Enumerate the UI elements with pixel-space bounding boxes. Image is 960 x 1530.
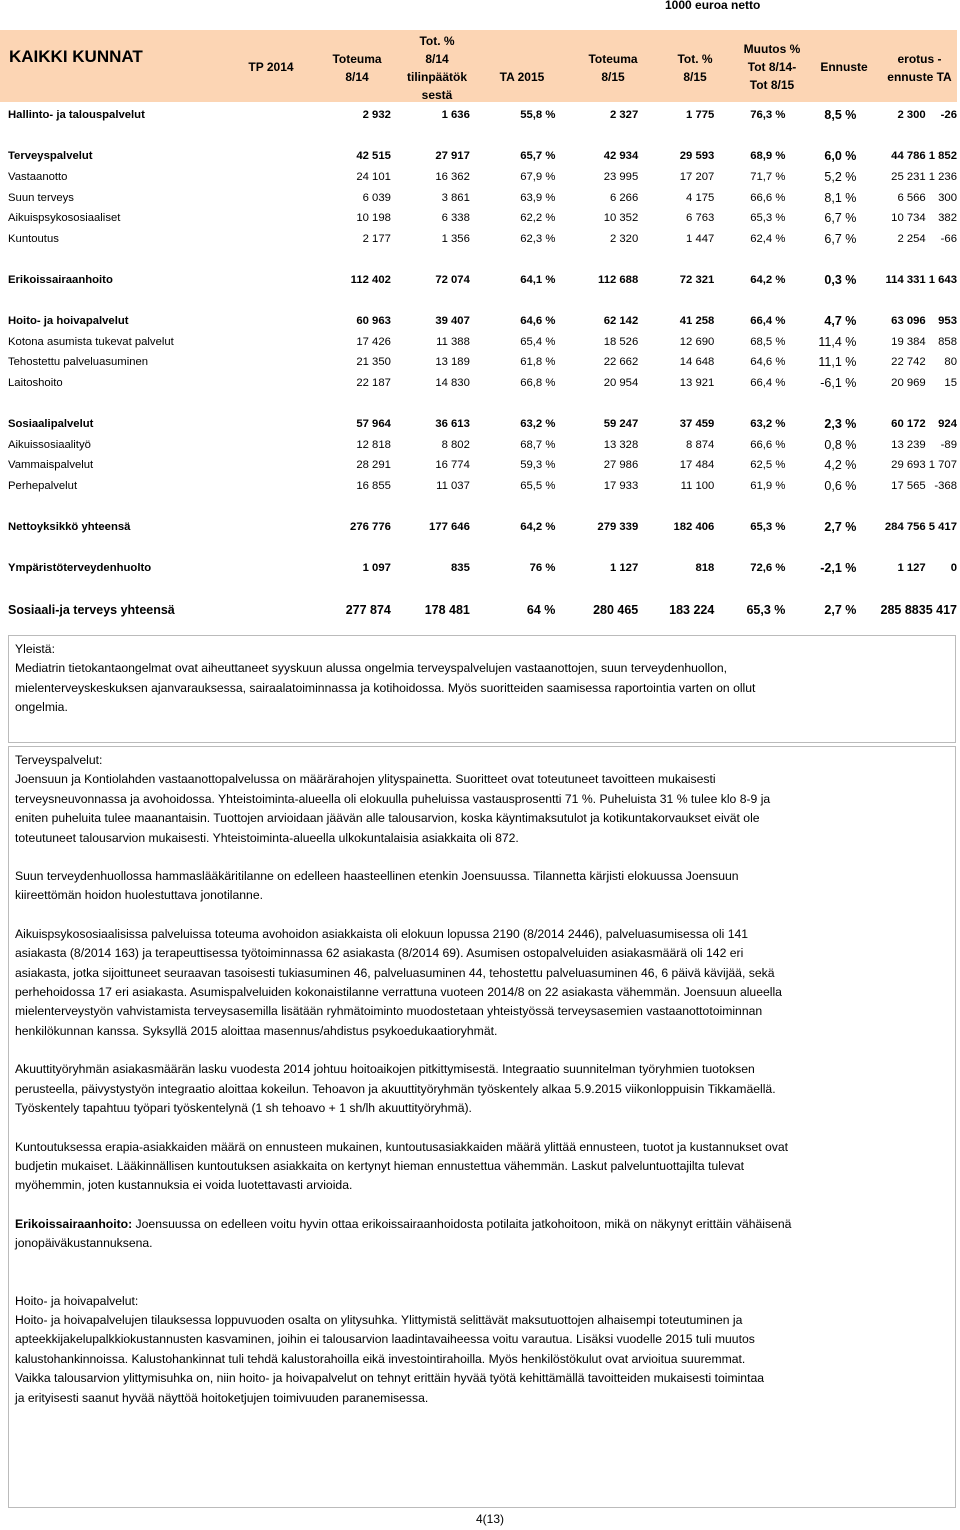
cell-erotus: 953 bbox=[938, 315, 957, 328]
cell-ennuste: 17 565 bbox=[891, 479, 926, 492]
cell-tp2014: 10 198 bbox=[356, 212, 391, 225]
col-tot814: Tot. % 8/14 tilinpäätök sestä bbox=[406, 34, 467, 102]
row-label: Kotona asumista tukevat palvelut bbox=[8, 335, 174, 348]
col-toteuma815: Toteuma 8/15 bbox=[588, 52, 638, 84]
cell-muutos: 8,1 % bbox=[824, 190, 857, 205]
cell-toteuma814: 1 636 bbox=[441, 109, 470, 122]
cell-tot815: 64,6 % bbox=[750, 356, 786, 369]
note-text: mielenterveyskeskuksen ajanvarauksessa, sairaalatoiminnassa ja kotihoidossa. Myös suoritteiden saamisessa raportointia varten on ollut bbox=[15, 680, 756, 695]
cell-ennuste: 60 172 bbox=[891, 418, 926, 431]
col-erotus: erotus - ennuste TA bbox=[887, 52, 952, 84]
cell-tot814: 62,3 % bbox=[520, 232, 556, 245]
note-heading: Erikoissairaanhoito: bbox=[15, 1216, 133, 1231]
cell-tot814: 66,8 % bbox=[520, 377, 556, 390]
spacer-row bbox=[0, 496, 957, 517]
note-text: apteekkijakelupalkkiokustannusten kasvaminen, joihin ei talousarvion laadintavaiheessa voitu varautua. Lisäksi vuodelle 2015 tuli muutos bbox=[15, 1332, 755, 1347]
cell-erotus: 1 643 bbox=[928, 274, 957, 287]
cell-tp2014: 12 818 bbox=[356, 438, 391, 451]
cell-ta2015: 27 986 bbox=[603, 459, 639, 472]
cell-toteuma814: 8 802 bbox=[441, 438, 470, 451]
cell-toteuma814: 27 917 bbox=[435, 150, 470, 163]
cell-ennuste: 1 127 bbox=[897, 562, 926, 575]
cell-tot815: 65,3 % bbox=[750, 212, 786, 225]
cell-tot815: 62,5 % bbox=[750, 459, 786, 472]
note-heading: Yleistä: bbox=[15, 642, 55, 656]
cell-tp2014: 1 097 bbox=[362, 562, 391, 575]
col-tot815: Tot. % 8/15 bbox=[677, 52, 713, 84]
cell-erotus: 15 bbox=[944, 377, 957, 390]
cell-tp2014: 2 177 bbox=[362, 232, 391, 245]
table-row bbox=[0, 455, 957, 476]
spacer-row bbox=[0, 249, 957, 270]
spacer-cell bbox=[277, 476, 312, 497]
cell-muutos: 2,7 % bbox=[824, 602, 857, 617]
col-toteuma814: Toteuma 8/14 bbox=[332, 52, 382, 84]
row-label: Aikuissosiaalityö bbox=[8, 438, 91, 451]
cell-toteuma814: 13 189 bbox=[435, 356, 470, 369]
cell-toteuma815: 6 763 bbox=[686, 212, 715, 225]
col-tp2014: TP 2014 bbox=[248, 60, 294, 74]
spacer-cell bbox=[277, 311, 312, 332]
note-text: Hoito- ja hoivapalvelujen tilauksessa loppuvuoden osalta on ylitysuhka. Ylittymistä selittävät maksutuottojen alhaisempi toteutuminen ja bbox=[15, 1312, 743, 1327]
cell-tot814: 64 % bbox=[526, 602, 556, 617]
cell-erotus: -89 bbox=[940, 438, 957, 451]
cell-toteuma814: 6 338 bbox=[441, 212, 470, 225]
cell-erotus: 1 236 bbox=[928, 171, 957, 184]
spacer-cell bbox=[277, 167, 312, 188]
cell-toteuma814: 835 bbox=[451, 562, 470, 575]
cell-ennuste: 22 742 bbox=[891, 356, 926, 369]
note-text: Akuuttityöryhmän asiakasmäärän lasku vuodesta 2014 johtuu hoitoaikojen pitkittymisestä. Integraatio suunnitelman työryhmien tuotoksen bbox=[15, 1062, 755, 1077]
cell-toteuma815: 41 258 bbox=[679, 315, 715, 328]
cell-muutos: -2,1 % bbox=[820, 561, 857, 576]
cell-toteuma815: 72 321 bbox=[679, 274, 715, 287]
note-text: myöhemmin, joten kustannuksia ei voida luotettavasti arvioida. bbox=[15, 1178, 353, 1193]
spacer-cell bbox=[277, 332, 312, 353]
cell-toteuma815: 182 406 bbox=[673, 521, 715, 534]
cell-erotus: 300 bbox=[938, 191, 957, 204]
table-row bbox=[0, 167, 957, 188]
table-header bbox=[0, 30, 957, 102]
spacer-cell bbox=[277, 105, 312, 126]
cell-muutos: 6,7 % bbox=[824, 231, 857, 246]
cell-toteuma814: 36 613 bbox=[435, 418, 470, 431]
cell-tp2014: 112 402 bbox=[350, 274, 391, 287]
cell-ta2015: 22 662 bbox=[603, 356, 639, 369]
cell-tot815: 68,9 % bbox=[750, 150, 786, 163]
spacer-cell bbox=[277, 270, 312, 291]
note-yleista bbox=[8, 635, 956, 743]
table-row bbox=[0, 373, 957, 394]
note-heading: Terveyspalvelut: bbox=[15, 753, 103, 767]
cell-toteuma815: 13 921 bbox=[679, 377, 715, 390]
cell-toteuma815: 14 648 bbox=[679, 356, 715, 369]
cell-toteuma814: 39 407 bbox=[435, 315, 470, 328]
cell-toteuma814: 178 481 bbox=[424, 602, 470, 617]
cell-muutos: 5,2 % bbox=[824, 170, 857, 185]
note-text: Aikuispsykososiaalisissa palveluissa toteuma avohoidon asiakkaista oli elokuun lopussa 2190 (8/2014 2446), palveluasumisessa oli 141 bbox=[15, 926, 749, 941]
cell-toteuma815: 4 175 bbox=[686, 191, 715, 204]
cell-ta2015: 59 247 bbox=[603, 418, 639, 431]
table-row bbox=[0, 146, 957, 167]
row-label: Ympäristöterveydenhuolto bbox=[8, 562, 152, 575]
cell-ta2015: 280 465 bbox=[593, 602, 639, 617]
cell-ta2015: 279 339 bbox=[597, 521, 639, 534]
cell-tot815: 63,2 % bbox=[750, 418, 786, 431]
cell-muutos: 8,5 % bbox=[824, 108, 857, 123]
cell-tot815: 65,3 % bbox=[750, 521, 786, 534]
cell-tp2014: 22 187 bbox=[356, 377, 391, 390]
cell-ennuste: 63 096 bbox=[891, 315, 926, 328]
note-text: perusteella, päivystystyön integraatio aloittaa kokeilun. Tehoavon ja akuuttityöryhmän työskentely alkaa 5.9.2015 viikonloppuisin Tikkamäellä. bbox=[15, 1081, 776, 1096]
cell-tp2014: 21 350 bbox=[356, 356, 391, 369]
cell-tot815: 76,3 % bbox=[750, 109, 786, 122]
cell-toteuma815: 17 484 bbox=[679, 459, 715, 472]
table-body bbox=[0, 105, 957, 620]
note-text: Suun terveydenhuollossa hammaslääkäritilanne on edelleen haasteellinen etenkin Joensuussa. Tilannetta kärjisti elokuussa Joensuun bbox=[15, 869, 739, 884]
cell-tot815: 66,6 % bbox=[750, 438, 786, 451]
cell-tp2014: 42 515 bbox=[356, 150, 391, 163]
cell-toteuma815: 29 593 bbox=[679, 150, 715, 163]
spacer-cell bbox=[277, 373, 312, 394]
note-text: henkilökunnan kanssa. Syksyllä 2015 aloittaa masennus/ahdistus psykoedukaatioryhmät. bbox=[15, 1023, 498, 1038]
cell-tp2014: 6 039 bbox=[362, 191, 391, 204]
cell-erotus: 80 bbox=[944, 356, 957, 369]
cell-tot814: 64,2 % bbox=[520, 521, 556, 534]
note-text: toteutuneet talousarvion mukaisesti. Yhteistoiminta-alueella ulkokuntalaisia asiakkaita oli 872. bbox=[15, 830, 519, 845]
row-label: Hallinto- ja talouspalvelut bbox=[8, 109, 145, 122]
cell-tot814: 65,5 % bbox=[520, 479, 556, 492]
note-text: asiakasta (8/2014 163) ja terapeuttisessa työtoiminnassa 62 asiakasta (8/2014 69). Asumisen ostopalveluiden asiakasmäärä oli 142 eri bbox=[15, 946, 744, 961]
row-label: Vammaispalvelut bbox=[8, 459, 94, 472]
table-row bbox=[0, 229, 957, 250]
cell-erotus: 858 bbox=[938, 335, 957, 348]
cell-ennuste: 285 883 bbox=[880, 602, 926, 617]
spacer-row bbox=[0, 290, 957, 311]
cell-erotus: -368 bbox=[934, 479, 957, 492]
spacer-cell bbox=[277, 187, 312, 208]
note-text: Joensuun ja Kontiolahden vastaanottopalvelussa on määrärahojen ylityspainetta. Suoritteet ovat toteutuneet tavoitteen mukaisesti bbox=[15, 772, 716, 787]
table-row bbox=[0, 270, 957, 291]
row-label: Aikuispsykososiaaliset bbox=[8, 212, 121, 225]
row-label: Tehostettu palveluasuminen bbox=[8, 356, 149, 369]
cell-erotus: -26 bbox=[940, 109, 957, 122]
note-text: Mediatrin tietokantaongelmat ovat aiheuttaneet syyskuun alussa ongelmia terveyspalvelujen vastaanottojen, suun terveydenhuollon, bbox=[15, 661, 728, 676]
spacer-cell bbox=[277, 352, 312, 373]
cell-ta2015: 2 320 bbox=[609, 232, 639, 245]
row-label: Terveyspalvelut bbox=[8, 150, 93, 163]
cell-tot815: 62,4 % bbox=[750, 232, 786, 245]
cell-toteuma815: 17 207 bbox=[679, 171, 715, 184]
spacer-cell bbox=[277, 208, 312, 229]
spacer-row bbox=[0, 393, 957, 414]
cell-toteuma814: 3 861 bbox=[441, 191, 470, 204]
row-label: Vastaanotto bbox=[8, 171, 68, 184]
cell-toteuma815: 818 bbox=[695, 562, 715, 575]
cell-ta2015: 17 933 bbox=[603, 479, 639, 492]
spacer-row bbox=[0, 579, 957, 600]
cell-muutos: 6,7 % bbox=[824, 211, 857, 226]
cell-ta2015: 6 266 bbox=[609, 191, 639, 204]
table-title: KAIKKI KUNNAT bbox=[9, 47, 143, 66]
note-text: jonopäiväkustannuksena. bbox=[15, 1236, 153, 1251]
cell-tot814: 68,7 % bbox=[520, 438, 556, 451]
cell-ennuste: 284 756 bbox=[884, 521, 926, 534]
cell-tot815: 72,6 % bbox=[750, 562, 786, 575]
row-label: Sosiaalipalvelut bbox=[8, 418, 94, 431]
cell-ennuste: 25 231 bbox=[891, 171, 926, 184]
cell-erotus: 5 417 bbox=[928, 521, 957, 534]
row-label: Suun terveys bbox=[8, 191, 74, 204]
cell-ennuste: 29 693 bbox=[891, 459, 926, 472]
cell-erotus: 1 852 bbox=[928, 150, 957, 163]
cell-muutos: 6,0 % bbox=[824, 149, 857, 164]
spacer-row bbox=[0, 126, 957, 147]
note-text: ja erityisesti saanut hyvää näyttöä hoitoketjujen toimivuuden paranemisessa. bbox=[15, 1390, 429, 1405]
cell-tot815: 61,9 % bbox=[750, 479, 786, 492]
row-label: Laitoshoito bbox=[8, 377, 63, 390]
table-row bbox=[0, 187, 957, 208]
cell-tot815: 68,5 % bbox=[750, 335, 786, 348]
table-row bbox=[0, 332, 957, 353]
spacer-cell bbox=[277, 435, 312, 456]
table-row bbox=[0, 208, 957, 229]
spacer-cell bbox=[277, 146, 312, 167]
table-row bbox=[0, 558, 957, 579]
cell-muutos: 4,2 % bbox=[824, 458, 857, 473]
cell-toteuma814: 1 356 bbox=[441, 232, 470, 245]
table-row bbox=[0, 599, 957, 620]
cell-erotus: 382 bbox=[938, 212, 957, 225]
cell-tot814: 76 % bbox=[529, 562, 556, 575]
budget-table bbox=[0, 105, 957, 620]
cell-tp2014: 57 964 bbox=[356, 418, 391, 431]
spacer-cell bbox=[277, 558, 312, 579]
cell-ta2015: 23 995 bbox=[603, 171, 639, 184]
cell-toteuma814: 72 074 bbox=[435, 274, 470, 287]
cell-tp2014: 60 963 bbox=[356, 315, 391, 328]
cell-tot814: 61,8 % bbox=[520, 356, 556, 369]
note-text: terveysneuvonnassa ja avohoidossa. Yhteistoiminta-alueella oli elokuulla puheluissa vastausprosentti 71 %. Puheluista 31 % tulee klo 8-9 ja bbox=[15, 791, 771, 806]
cell-toteuma815: 1 447 bbox=[686, 232, 715, 245]
cell-erotus: 0 bbox=[950, 562, 957, 575]
cell-ta2015: 2 327 bbox=[609, 109, 639, 122]
cell-tot814: 63,2 % bbox=[520, 418, 556, 431]
cell-tot814: 65,4 % bbox=[520, 335, 556, 348]
cell-tot815: 71,7 % bbox=[750, 171, 786, 184]
row-label: Hoito- ja hoivapalvelut bbox=[8, 315, 129, 328]
table-row bbox=[0, 105, 957, 126]
note-text: eniten puheluita tulee maanantaisin. Tuottojen arvioidaan jäävän alle talousarvion, koska käyntimaksutulot ja kotikuntakorvaukset eivät ole bbox=[15, 811, 760, 826]
cell-ta2015: 1 127 bbox=[609, 562, 639, 575]
cell-erotus: -66 bbox=[940, 232, 957, 245]
note-text: kiireettömän hoidon huolestuttava jonotilanne. bbox=[15, 888, 263, 903]
cell-toteuma815: 37 459 bbox=[679, 418, 715, 431]
cell-muutos: 4,7 % bbox=[824, 314, 857, 329]
cell-toteuma815: 8 874 bbox=[686, 438, 715, 451]
cell-tp2014: 17 426 bbox=[356, 335, 391, 348]
cell-erotus: 924 bbox=[938, 418, 957, 431]
cell-ennuste: 6 566 bbox=[897, 191, 926, 204]
note-sections bbox=[8, 746, 956, 1508]
cell-tot815: 66,4 % bbox=[750, 315, 786, 328]
cell-tp2014: 2 932 bbox=[362, 109, 391, 122]
note-text: kalustohankinnoissa. Kalustohankinnat tuli tehdä kalustorahoilla eikä investointirahoilla. Myös henkilöstökulut ovat arvioitua suuremmat. bbox=[15, 1351, 746, 1366]
cell-toteuma814: 177 646 bbox=[429, 521, 470, 534]
note-text: ongelmia. bbox=[15, 700, 68, 715]
spacer-cell bbox=[277, 414, 312, 435]
page-number: 4(13) bbox=[476, 1512, 505, 1526]
cell-toteuma815: 1 775 bbox=[686, 109, 715, 122]
cell-ennuste: 44 786 bbox=[891, 150, 926, 163]
col-muutos: Muutos % Tot 8/14- Tot 8/15 bbox=[743, 42, 801, 92]
table-row bbox=[0, 476, 957, 497]
cell-tp2014: 16 855 bbox=[356, 479, 391, 492]
cell-ta2015: 20 954 bbox=[603, 377, 639, 390]
cell-tot815: 66,4 % bbox=[750, 377, 786, 390]
cell-muutos: 0,3 % bbox=[824, 273, 857, 288]
note-text: budjetin mukaiset. Lääkinnällisen kuntoutuksen asiakkaita on kertynyt hieman ennustettua vähemmän. Laskut palveluntuottajilta tulevat bbox=[15, 1158, 744, 1173]
row-label: Kuntoutus bbox=[8, 232, 59, 245]
cell-ta2015: 13 328 bbox=[603, 438, 639, 451]
cell-ennuste: 2 254 bbox=[897, 232, 926, 245]
table-row bbox=[0, 414, 957, 435]
cell-toteuma814: 11 037 bbox=[436, 479, 470, 492]
cell-ennuste: 19 384 bbox=[891, 335, 926, 348]
cell-muutos: 0,8 % bbox=[824, 437, 857, 452]
cell-ennuste: 114 331 bbox=[885, 274, 926, 287]
cell-toteuma814: 14 830 bbox=[435, 377, 470, 390]
cell-ta2015: 10 352 bbox=[603, 212, 639, 225]
cell-ennuste: 2 300 bbox=[897, 109, 926, 122]
note-text: mielenterveystyön vahvistamista terveysasemilla lisätään ryhmätoiminto muodostetaan yhteistyössä terveysasemien vastaanottotoiminnan bbox=[15, 1004, 763, 1019]
note-text: perhehoidossa 17 eri asiakasta. Asumispalveluiden kokonaistilanne verrattuna vuoteen 2014/8 on 22 asiakasta vähemmän. Joensuun alueella bbox=[15, 985, 782, 1000]
cell-tot814: 55,8 % bbox=[520, 109, 556, 122]
cell-tp2014: 28 291 bbox=[356, 459, 391, 472]
row-label: Sosiaali-ja terveys yhteensä bbox=[8, 602, 175, 617]
cell-tot814: 59,3 % bbox=[520, 459, 556, 472]
cell-toteuma815: 12 690 bbox=[679, 335, 715, 348]
note-text: Työskentely tapahtuu työpari työskentelynä (1 sh tehoavo + 1 sh/lh akuuttityöryhmä). bbox=[15, 1101, 472, 1116]
cell-muutos: -6,1 % bbox=[820, 376, 857, 391]
note-text: asiakasta, jotka sijoittuneet seuraavan tasoisesti tukiasuminen 46, palveluasuminen 44, tehostettu palveluasuminen 46, 6 päivä kävijää, sekä bbox=[15, 965, 775, 980]
cell-erotus: 1 707 bbox=[928, 459, 957, 472]
cell-ta2015: 62 142 bbox=[603, 315, 639, 328]
table-row bbox=[0, 517, 957, 538]
cell-ennuste: 13 239 bbox=[891, 438, 926, 451]
note-text: Vaikka talousarvion ylittymisuhka on, niin hoito- ja hoivapalvelut on tehnyt erittäin hyvää työtä kehittämällä tavoitteiden mukaisesti toimintaa bbox=[15, 1371, 765, 1386]
cell-toteuma815: 11 100 bbox=[680, 479, 715, 492]
cell-muutos: 0,6 % bbox=[824, 478, 857, 493]
cell-tot814: 62,2 % bbox=[520, 212, 556, 225]
table-row bbox=[0, 352, 957, 373]
cell-tot814: 67,9 % bbox=[520, 171, 556, 184]
row-label: Erikoissairaanhoito bbox=[8, 274, 113, 287]
cell-tot814: 63,9 % bbox=[520, 191, 556, 204]
cell-ta2015: 42 934 bbox=[603, 150, 639, 163]
cell-muutos: 11,1 % bbox=[818, 355, 857, 370]
note-text: Kuntoutuksessa erapia-asiakkaiden määrä on ennusteen mukainen, kuntoutusasiakkaiden määrä ylittää ennusteen, tuotot ja kustannukset ovat bbox=[15, 1139, 789, 1154]
note-text bbox=[15, 1215, 949, 1234]
cell-toteuma814: 16 774 bbox=[435, 459, 470, 472]
col-ennuste: Ennuste bbox=[820, 60, 868, 74]
unit-label: 1000 euroa netto bbox=[665, 0, 761, 12]
spacer-cell bbox=[277, 455, 312, 476]
cell-tot814: 64,1 % bbox=[520, 274, 556, 287]
cell-muutos: 2,3 % bbox=[824, 417, 857, 432]
row-label: Nettoyksikkö yhteensä bbox=[8, 521, 131, 534]
cell-ta2015: 112 688 bbox=[598, 274, 639, 287]
cell-ta2015: 18 526 bbox=[603, 335, 639, 348]
cell-muutos: 2,7 % bbox=[824, 520, 857, 535]
col-ta2015: TA 2015 bbox=[499, 70, 545, 84]
cell-ennuste: 20 969 bbox=[891, 377, 926, 390]
row-label: Perhepalvelut bbox=[8, 479, 78, 492]
spacer-cell bbox=[277, 517, 312, 538]
cell-tot814: 65,7 % bbox=[520, 150, 556, 163]
cell-tp2014: 24 101 bbox=[356, 171, 391, 184]
cell-tot815: 65,3 % bbox=[746, 602, 786, 617]
cell-ennuste: 10 734 bbox=[891, 212, 926, 225]
note-heading: Hoito- ja hoivapalvelut: bbox=[15, 1293, 139, 1308]
cell-toteuma814: 11 388 bbox=[436, 335, 470, 348]
spacer-cell bbox=[277, 229, 312, 250]
note-text-inline: Joensuussa on edelleen voitu hyvin ottaa erikoissairaanhoidosta potilaita jatkohoitoon, mikä on näkynyt erittäin vähäisenä bbox=[132, 1216, 792, 1231]
cell-tot815: 66,6 % bbox=[750, 191, 786, 204]
cell-toteuma814: 16 362 bbox=[435, 171, 470, 184]
cell-tp2014: 277 874 bbox=[345, 602, 391, 617]
cell-erotus: 5 417 bbox=[925, 602, 957, 617]
cell-tp2014: 276 776 bbox=[350, 521, 391, 534]
spacer-row bbox=[0, 537, 957, 558]
cell-toteuma815: 183 224 bbox=[669, 602, 715, 617]
cell-muutos: 11,4 % bbox=[818, 334, 857, 349]
table-row bbox=[0, 311, 957, 332]
cell-tot815: 64,2 % bbox=[750, 274, 786, 287]
cell-tot814: 64,6 % bbox=[520, 315, 556, 328]
table-row bbox=[0, 435, 957, 456]
spacer-cell bbox=[277, 599, 312, 620]
